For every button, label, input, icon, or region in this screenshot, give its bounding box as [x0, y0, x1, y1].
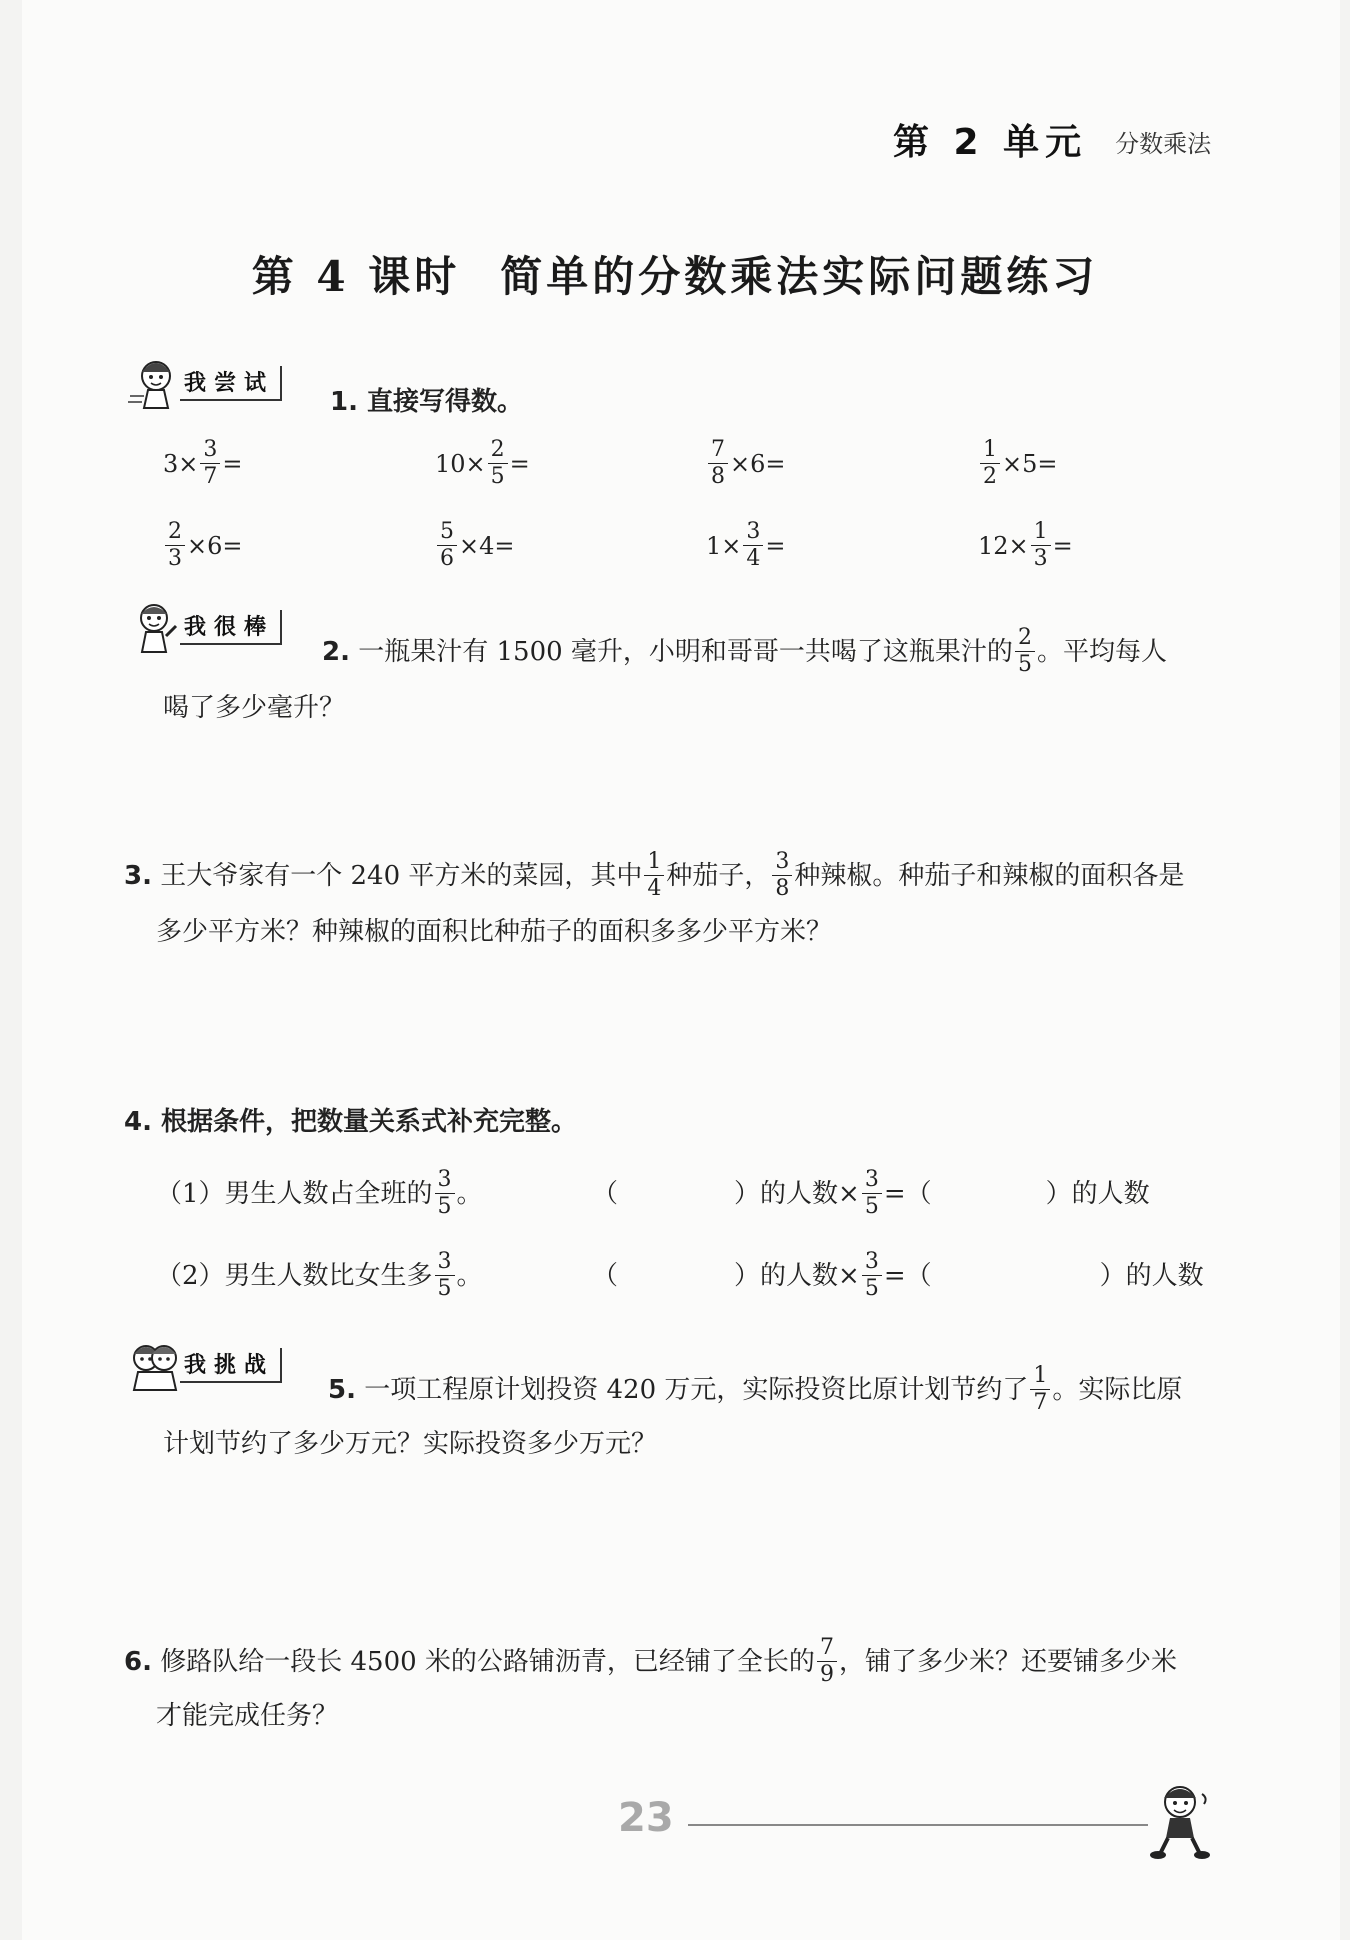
runner-mascot-icon [1140, 1780, 1220, 1860]
blank-paren-open: （ [592, 1178, 619, 1209]
q4-item-2-relation: （ ）的人数× $\frac{3}{5}$ =（ ）的人数 [592, 1249, 1204, 1301]
unit-header [885, 110, 1211, 171]
kids-mascot-icon [124, 1334, 186, 1396]
page-number: 23 [618, 1795, 674, 1841]
unit-badge: 第 2 单元 [885, 110, 1097, 171]
q1-item-8: 12× $\frac{1}{3}$ = [978, 519, 1073, 571]
challenge-badge [124, 1334, 282, 1396]
footer-rule [688, 1824, 1148, 1826]
q4-item-2-condition: （2）男生人数比女生多 $\frac{3}{5}$ 。 [156, 1249, 483, 1301]
great-badge [124, 596, 282, 658]
q2-line1: 2. 一瓶果汁有 1500 毫升，小明和哥哥一共喝了这瓶果汁的 $\frac{2}{5}$ 。平均每人 [322, 625, 1167, 677]
challenge-badge-label: 我挑战 [180, 1348, 282, 1383]
great-badge-label: 我很棒 [180, 610, 282, 645]
lesson-name: 简单的分数乘法实际问题练习 [500, 252, 1099, 301]
q1-item-2: 10× $\frac{2}{5}$ = [435, 437, 530, 489]
boy-mascot-icon [124, 596, 186, 658]
try-badge [124, 352, 282, 414]
q1-label: 1. 直接写得数。 [330, 387, 524, 417]
q5-line1: 5. 一项工程原计划投资 420 万元，实际投资比原计划节约了 $\frac{1}{7}$ 。实际比原 [328, 1363, 1183, 1415]
q1-item-4: $\frac{1}{2}$ ×5= [978, 438, 1058, 489]
q4-label: 4. 根据条件，把数量关系式补充完整。 [124, 1107, 578, 1137]
q3-line2: 多少平方米？种辣椒的面积比种茄子的面积多多少平方米？ [156, 917, 833, 947]
try-badge-label: 我尝试 [180, 366, 282, 401]
q6-line2: 才能完成任务？ [156, 1701, 339, 1731]
q2-line2: 喝了多少毫升？ [163, 693, 346, 723]
q3-line1: 3. 王大爷家有一个 240 平方米的菜园，其中 $\frac{1}{4}$ 种茄子， $\frac{3}{8}$ 种辣椒。种茄子和辣椒的面积各是 [124, 849, 1185, 901]
q5-line2: 计划节约了多少万元？实际投资多少万元？ [163, 1429, 658, 1459]
lesson-title [0, 244, 1350, 304]
blank-paren-open: （ [592, 1260, 619, 1291]
q1-item-7: 1× $\frac{3}{4}$ = [706, 519, 786, 571]
girl-mascot-icon [124, 352, 186, 414]
q4-item-1-condition: （1）男生人数占全班的 $\frac{3}{5}$ 。 [156, 1167, 483, 1219]
q1-item-6: $\frac{5}{6}$ ×4= [435, 520, 515, 571]
q4-item-1-relation: （ ）的人数× $\frac{3}{5}$ =（ ）的人数 [592, 1167, 1150, 1219]
q6-line1: 6. 修路队给一段长 4500 米的公路铺沥青，已经铺了全长的 $\frac{7}{9}$ ，铺了多少米？还要铺多少米 [124, 1635, 1177, 1687]
unit-subtitle: 分数乘法 [1115, 130, 1212, 158]
q1-item-5: $\frac{2}{3}$ ×6= [163, 520, 243, 571]
lesson-number: 第 4 课时 [251, 252, 461, 301]
q1-item-3: $\frac{7}{8}$ ×6= [706, 438, 786, 489]
q1-item-1: 3× $\frac{3}{7}$ = [163, 437, 243, 489]
